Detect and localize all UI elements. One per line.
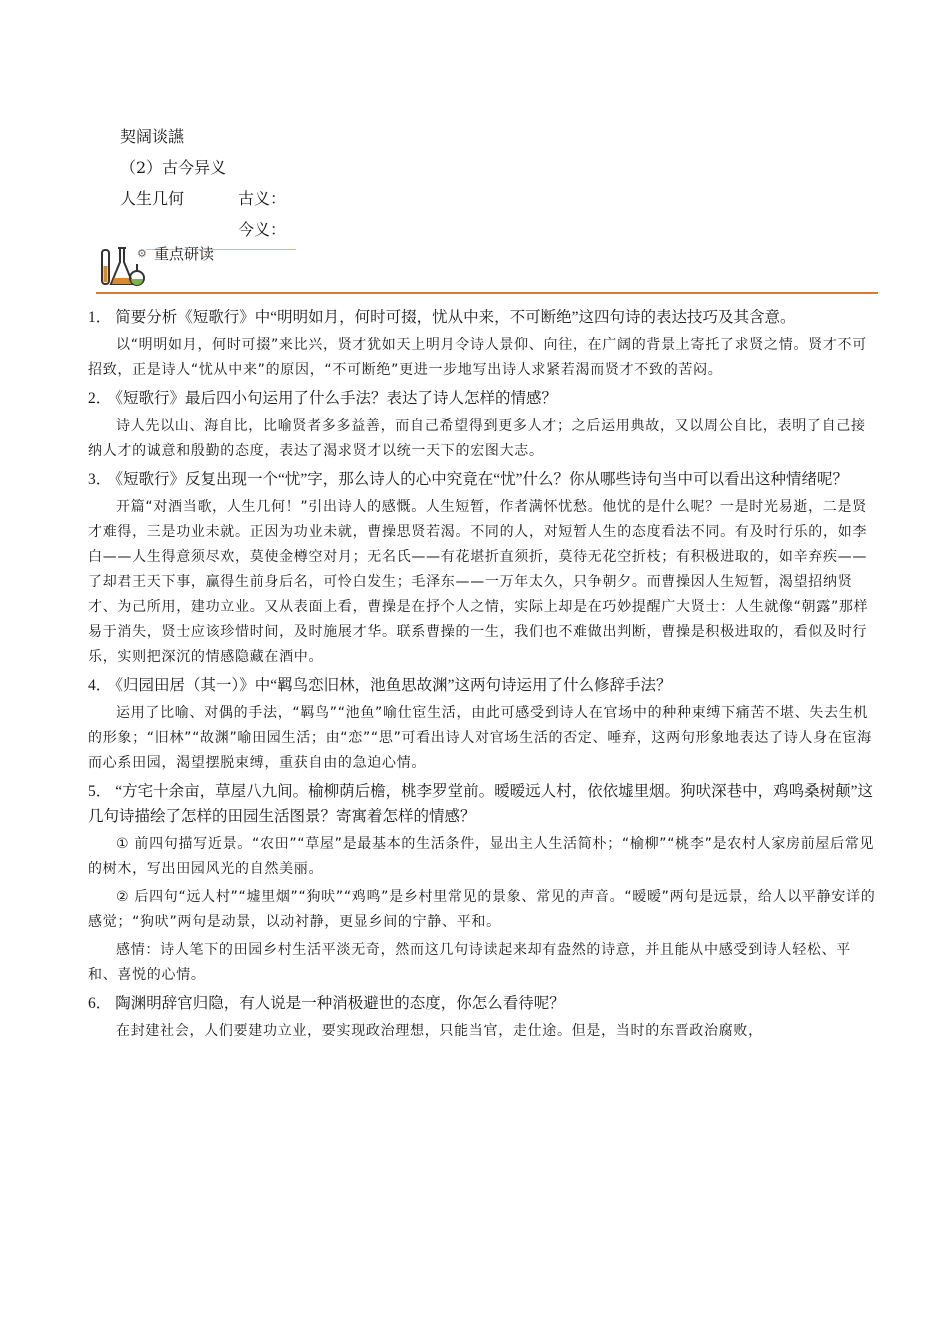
ancient-meaning-label: 古义：	[238, 189, 287, 208]
question-3	[88, 467, 878, 492]
question-number: 6．	[88, 995, 112, 1012]
section-header-key-reading	[96, 238, 878, 298]
answer-paragraph: 运用了比喻、对偶的手法，“羁鸟”“池鱼”喻仕宦生活，由此可感受到诗人在官场中的种种束缚下痛苦不堪、失去生机的形象；“旧林”“故渊”喻田园生活；由“恋”“思”可看出诗人对官场生活的否定、唾弃，这两句形象地表达了诗人身在宦海而心系田园，渴望摆脱束缚，重获自由的急迫心情。	[88, 705, 872, 771]
answer-paragraph: ① 前四句描写近景。“农田”“草屋”是最基本的生活条件，显出主人生活简朴；“榆柳”“桃李”是农村人家房前屋后常见的树木，写出田园风光的自然美丽。	[88, 836, 875, 877]
question-number: 3．	[88, 471, 112, 488]
question-number: 4．	[88, 677, 112, 694]
gear-icon: ⚙	[137, 247, 147, 260]
question-4	[88, 673, 878, 698]
answer-paragraph: ② 后四句“远人村”“墟里烟”“狗吠”“鸡鸣”是乡村里常见的景象、常见的声音。“暧暧”两句是远景，给人以平静安详的感觉；“狗吠”两句是动景，以动衬静，更显乡间的宁静、平和。	[88, 889, 876, 930]
question-number: 2．	[88, 390, 112, 407]
question-2	[88, 386, 878, 411]
word-entry-qikuo: 契阔谈讌	[120, 127, 185, 146]
modern-meaning-label: 今义：	[238, 220, 287, 239]
answer-paragraph: 在封建社会，人们要建功立业，要实现政治理想，只能当官，走仕途。但是，当时的东晋政治腐败，	[116, 1023, 763, 1039]
question-text: 陶渊明辞官归隐，有人说是一种消极避世的态度，你怎么看待呢？	[115, 995, 565, 1012]
question-number: 5．	[88, 783, 112, 800]
question-text: 《短歌行》反复出现一个“忧”字，那么诗人的心中究竟在“忧”什么？你从哪些诗句当中可以看出这种情绪呢？	[115, 471, 849, 488]
question-number: 1．	[88, 309, 112, 326]
question-6	[88, 991, 878, 1016]
question-text: 《短歌行》最后四小句运用了什么手法？表达了诗人怎样的情感？	[115, 390, 558, 407]
subsection-heading-gujin-yiyi: （2）古今异义	[120, 158, 227, 177]
orange-divider	[96, 292, 878, 294]
section-title: 重点研读	[154, 245, 215, 263]
answer-paragraph: 诗人先以山、海自比，比喻贤者多多益善，而自己希望得到更多人才；之后运用典故，又以周公自比，表明了自己接纳人才的诚意和殷勤的态度，表达了渴求贤才以统一天下的宏图大志。	[88, 418, 866, 459]
question-text: 《归园田居（其一）》中“羁鸟恋旧林，池鱼思故渊”这两句诗运用了什么修辞手法？	[115, 677, 672, 694]
question-1	[88, 305, 878, 330]
question-text: “方宅十余亩，草屋八九间。榆柳荫后檐，桃李罗堂前。暧暧远人村，依依墟里烟。狗吠深巷中，鸡鸣桑树颠”这几句诗描绘了怎样的田园生活图景？寄寓着怎样的情感？	[88, 783, 874, 825]
answer-paragraph: 开篇“对酒当歌，人生几何！”引出诗人的感慨。人生短暂，作者满怀忧愁。他忧的是什么呢？一是时光易逝，二是贤才难得，三是功业未就。正因为功业未就，曹操思贤若渴。不同的人，对短暂人生的态度看法不同。有及时行乐的，如李白——人生得意须尽欢，莫使金樽空对月；无名氏——有花堪折直须折，莫待无花空折枝；有积极进取的，如辛弃疾——了却君王天下事，赢得生前身后名，可怜白发生；毛泽东——一万年太久，只争朝夕。而曹操因人生短暂，渴望招纳贤才、为己所用，建功立业。又从表面上看，曹操是在抒个人之情，实际上却是在巧妙提醒广大贤士：人生就像“朝露”那样易于消失，贤士应该珍惜时间，及时施展才华。联系曹操的一生，我们也不难做出判断，曹操是积极进取的，看似及时行乐，实则把深沉的情感隐藏在酒中。	[88, 499, 869, 665]
term-rensheng-jihe: 人生几何	[120, 189, 185, 208]
question-5	[88, 779, 878, 829]
qa-list	[88, 302, 878, 1047]
answer-paragraph: 以“明明如月，何时可掇”来比兴，贤才犹如天上明月令诗人景仰、向往，在广阔的背景上寄托了求贤之情。贤才不可招致，正是诗人“忧从中来”的原因，“不可断绝”更进一步地写出诗人求紧若渴而贤才不致的苦闷。	[88, 337, 867, 378]
answer-paragraph: 感情：诗人笔下的田园乡村生活平淡无奇，然而这几句诗读起来却有盎然的诗意，并且能从中感受到诗人轻松、平和、喜悦的心情。	[88, 942, 851, 983]
question-text: 简要分析《短歌行》中“明明如月，何时可掇，忧从中来，不可断绝”这四句诗的表达技巧及其含意。	[115, 309, 796, 326]
